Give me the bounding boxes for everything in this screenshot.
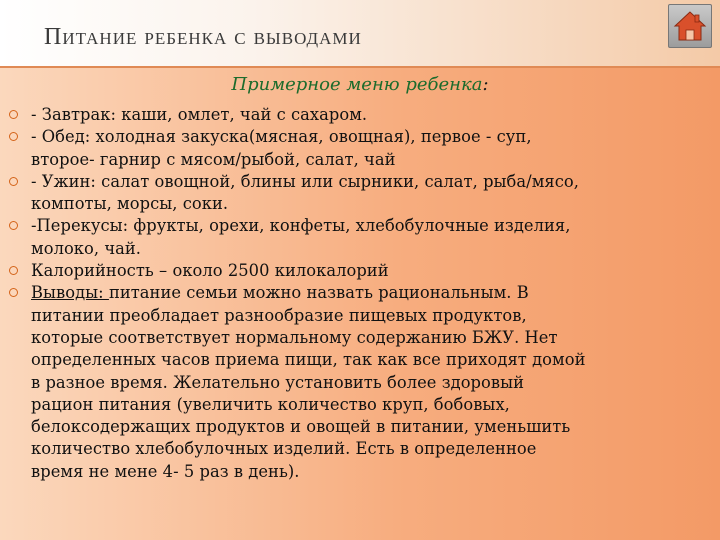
- conclusions-label: Выводы:: [31, 283, 109, 303]
- list-item-line: [31, 438, 712, 460]
- list-item-line: [31, 394, 712, 416]
- list-item-text: - Ужин: салат овощной, блины или сырники, салат, рыба/мясо,: [31, 171, 579, 191]
- list-item-text: которые соответствует нормальному содержанию БЖУ. Нет: [31, 327, 558, 347]
- list-item-line: [31, 126, 712, 148]
- list-item-text: питании преобладает разнообразие пищевых продуктов,: [31, 305, 527, 325]
- list-item-text: второе- гарнир с мясом/рыбой, салат, чай: [31, 149, 396, 169]
- list-item-text: компоты, морсы, соки.: [31, 194, 229, 214]
- list-item-text: - Обед: холодная закуска(мясная, овощная), первое - суп,: [31, 127, 532, 147]
- list-item-line: [31, 372, 712, 394]
- list-item-line: [31, 282, 712, 304]
- list-item-line: [31, 215, 712, 237]
- list-item-line: [31, 149, 712, 171]
- bullet-icon: [9, 221, 18, 230]
- list-item-text: питание семьи можно назвать рациональным. В: [108, 283, 529, 303]
- list-item-line: [31, 327, 712, 349]
- list-item-text: рацион питания (увеличить количество круп, бобовых,: [31, 394, 510, 414]
- list-item-text: время не мене 4- 5 раз в день).: [31, 461, 300, 481]
- list-item-line: [31, 461, 712, 483]
- list-item: [0, 104, 720, 126]
- list-item: [0, 260, 720, 282]
- list-item-text: Калорийность – около 2500 килокалорий: [31, 261, 389, 281]
- list-item: [0, 171, 720, 216]
- menu-subtitle: [0, 74, 720, 95]
- bullet-icon: [9, 177, 18, 186]
- bullet-icon: [9, 132, 18, 141]
- bullet-icon: [9, 266, 18, 275]
- list-item-text: количество хлебобулочных изделий. Есть в определенное: [31, 439, 537, 459]
- title-divider: [0, 66, 720, 68]
- list-item-text: белоксодержащих продуктов и овощей в питании, уменьшить: [31, 417, 571, 437]
- home-button[interactable]: [668, 4, 712, 48]
- list-item: [0, 126, 720, 171]
- list-item-line: [31, 416, 712, 438]
- list-item-line: [31, 238, 712, 260]
- home-icon: [672, 8, 708, 44]
- menu-subtitle-colon: :: [482, 74, 489, 95]
- list-item-line: [31, 349, 712, 371]
- list-item-line: [31, 104, 712, 126]
- menu-list: [0, 104, 720, 483]
- list-item-text: в разное время. Желательно установить более здоровый: [31, 372, 525, 392]
- list-item-line: [31, 305, 712, 327]
- slide-title: Питание ребенка с выводами: [44, 24, 362, 50]
- list-item: [0, 282, 720, 483]
- bullet-icon: [9, 288, 18, 297]
- list-item-line: [31, 193, 712, 215]
- bullet-icon: [9, 110, 18, 119]
- list-item-line: [31, 171, 712, 193]
- list-item-text: молоко, чай.: [31, 238, 142, 258]
- list-item-line: [31, 260, 712, 282]
- list-item: [0, 215, 720, 260]
- list-item-text: -Перекусы: фрукты, орехи, конфеты, хлебобулочные изделия,: [31, 216, 571, 236]
- list-item-text: - Завтрак: каши, омлет, чай с сахаром.: [31, 105, 368, 124]
- menu-subtitle-text: Примерное меню ребенка: [231, 74, 483, 95]
- list-item-text: определенных часов приема пищи, так как все приходят домой: [31, 350, 586, 370]
